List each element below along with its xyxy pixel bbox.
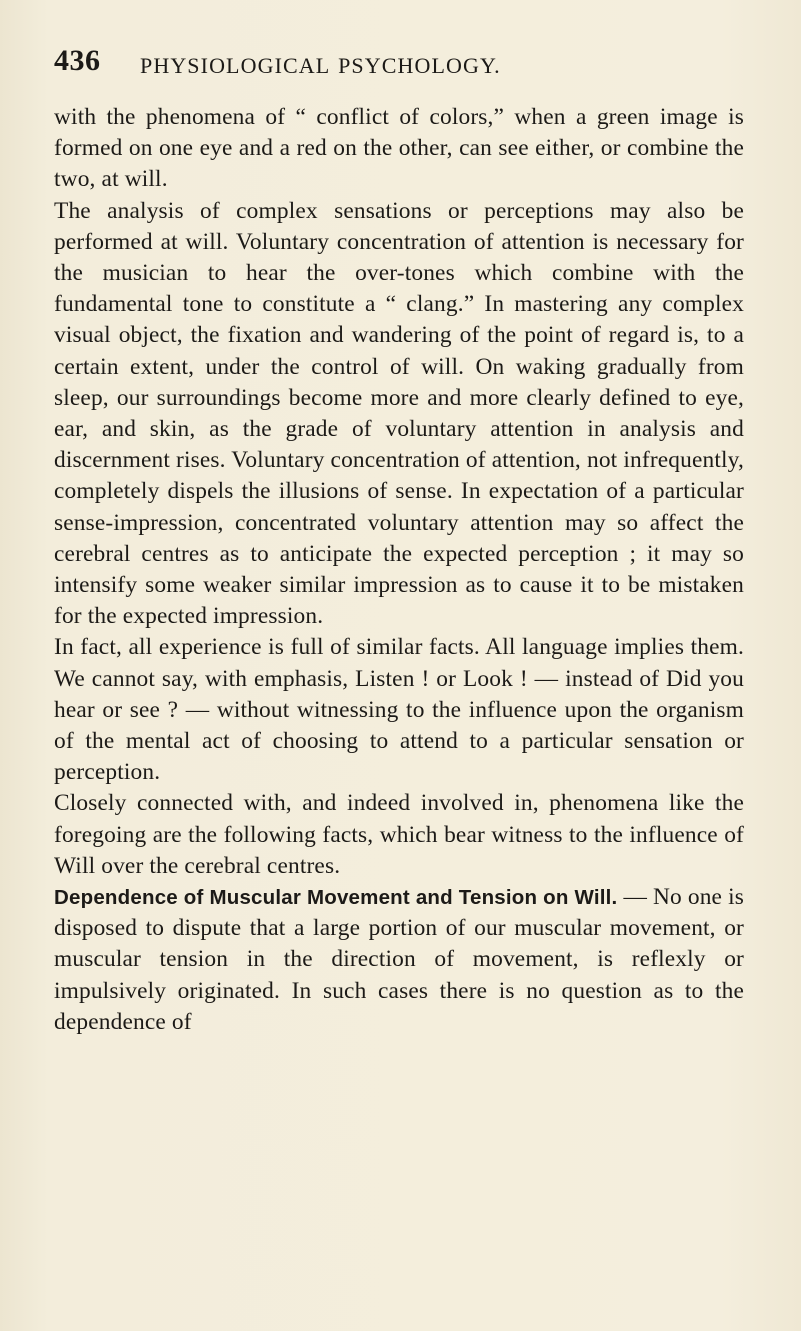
paragraph-closely-connected: Closely connected with, and indeed involved in, phenomena like the foregoing are the following facts, which bear witness to the influence of Will over the cerebral centres.: [54, 790, 744, 879]
body-text: [54, 102, 744, 1038]
section-heading: Dependence of Muscular Movement and Tension on Will.: [54, 886, 618, 910]
paragraph-continuation: with the phenomena of “ conflict of colors,” when a green image is formed on one eye and a red on the other, can see either, or combine the two, at will.: [54, 104, 744, 193]
running-head: [54, 44, 744, 84]
section-paragraph: [54, 882, 744, 1038]
section-text: — No one is disposed to dispute that a large portion of our muscular movement, or muscular tension in the direction of movement, is reflexly or impulsively originated. In such cases there is no question as to the dependence of: [54, 884, 744, 1035]
paragraph-analysis: The analysis of complex sensations or perceptions may also be performed at will. Voluntary concentration of attention is necessary for the musician to hear the over-tones which combine with the fundamental tone to constitute a “ clang.” In mastering any complex visual object, the fixation and wandering of the point of regard is, to a certain extent, under the control of will. On waking gradually from sleep, our surroundings become more and more clearly defined to eye, ear, and skin, as the grade of voluntary attention in analysis and discernment rises. Voluntary concentration of attention, not infrequently, completely dispels the illusions of sense. In expectation of a particular sense-impression, concentrated voluntary attention may so affect the cerebral centres as to anticipate the expected perception ; it may so intensify some weaker similar impression as to cause it to be mistaken for the expected impression.: [54, 197, 744, 630]
page-number: 436: [54, 44, 101, 77]
running-title: PHYSIOLOGICAL PSYCHOLOGY.: [140, 53, 501, 78]
paragraph-experience: In fact, all experience is full of similar facts. All language implies them. We cannot say, with emphasis, Listen ! or Look ! — instead of Did you hear or see ? — without witnessing to the influence upon the organism of the mental act of choosing to attend to a particular sensation or perception.: [54, 634, 744, 786]
